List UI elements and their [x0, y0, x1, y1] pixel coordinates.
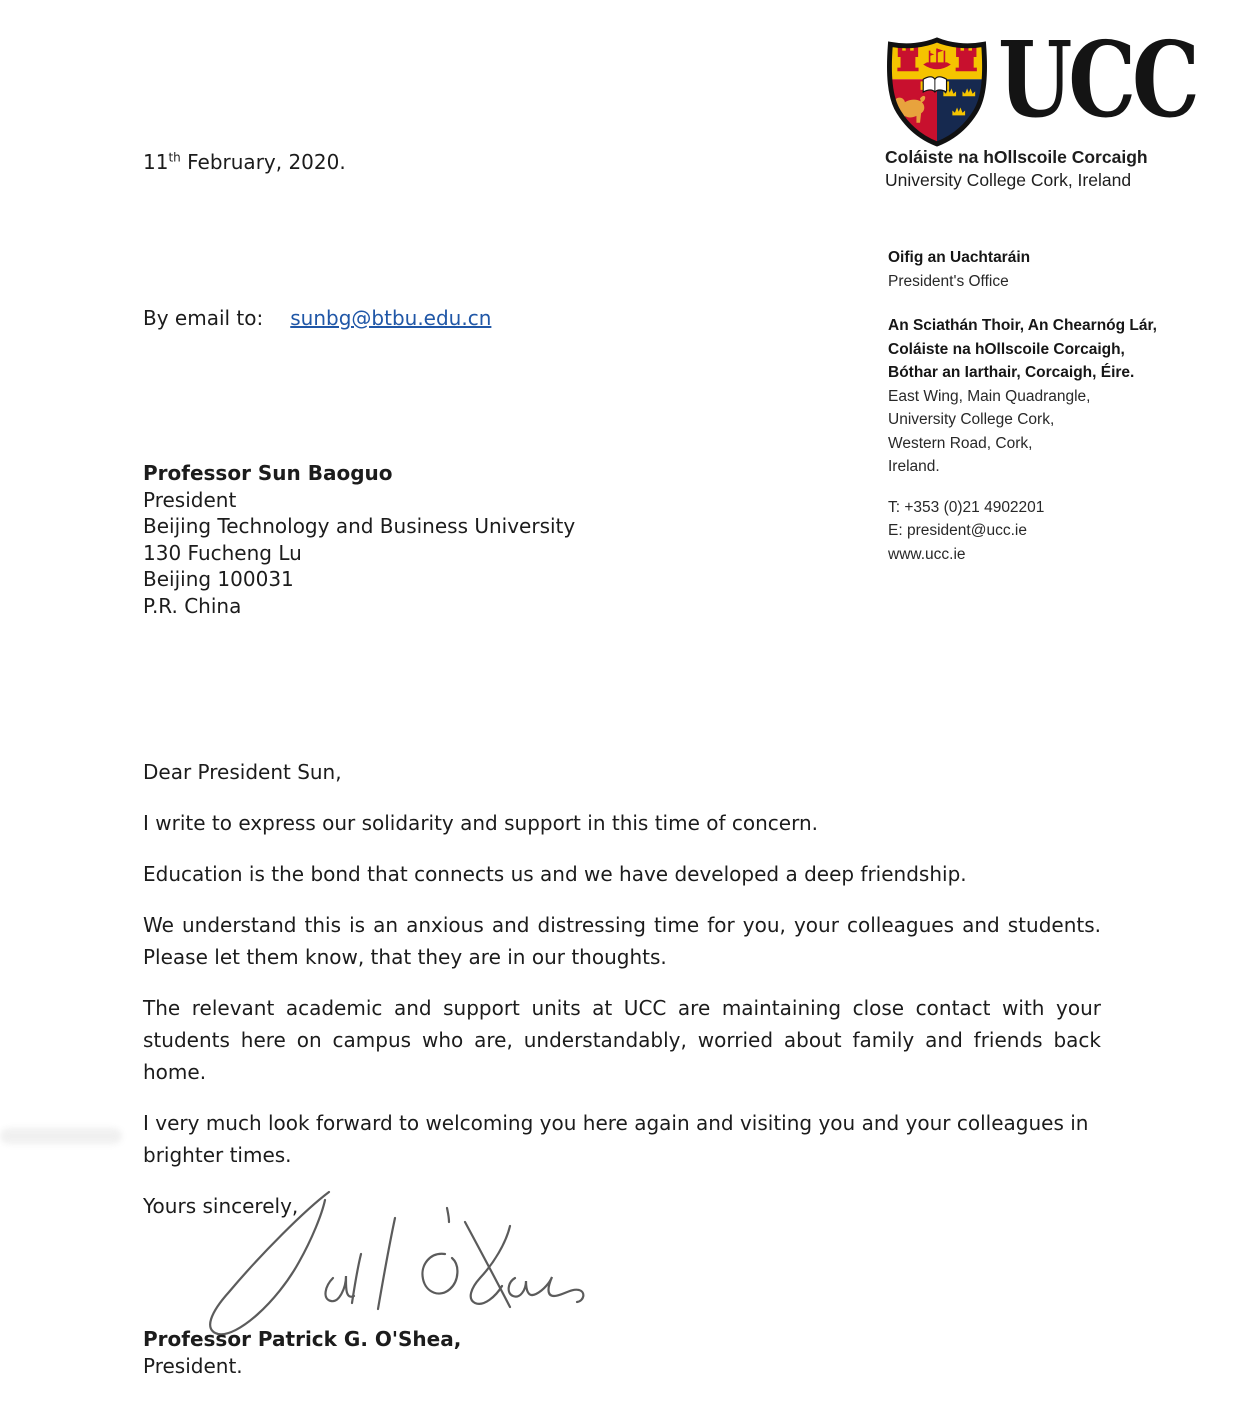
recipient-city: Beijing 100031	[143, 567, 294, 591]
recipient-title: President	[143, 487, 237, 512]
signatory-title: President.	[143, 1354, 243, 1378]
crest-book-icon	[921, 77, 950, 92]
recipient-address	[143, 460, 575, 619]
org-name-english: University College Cork, Ireland	[885, 170, 1132, 190]
letter-date: 11th February, 2020.	[143, 150, 346, 174]
office-address-english-line: Ireland.	[888, 458, 940, 475]
office-address-english-line: Western Road, Cork,	[888, 434, 1033, 452]
office-phone: T: +353 (0)21 4902201	[888, 498, 1045, 516]
body-paragraph: I write to express our solidarity and support in this time of concern.	[143, 811, 818, 835]
ucc-crest-icon	[884, 36, 990, 148]
body-paragraph: The relevant academic and support units at UCC are maintaining close contact with your students here on campus who are, understandably, worried about family and friends back home.	[143, 996, 1108, 1084]
office-title-irish: Oifig an Uachtaráin	[888, 249, 1031, 266]
closing: Yours sincerely,	[143, 1194, 299, 1218]
office-email: E: president@ucc.ie	[888, 522, 1027, 539]
email-label: By email to:	[143, 306, 264, 330]
office-address-english-line: University College Cork,	[888, 411, 1055, 428]
office-title-english: President's Office	[888, 272, 1009, 290]
office-address-english-line: East Wing, Main Quadrangle,	[888, 387, 1091, 405]
scan-artifact	[0, 1128, 122, 1144]
office-address-irish-line: Coláiste na hOllscoile Corcaigh,	[888, 340, 1125, 358]
org-name-block	[885, 146, 1195, 192]
recipient-street: 130 Fucheng Lu	[143, 540, 302, 565]
signatory-name: Professor Patrick G. O'Shea,	[143, 1327, 462, 1351]
recipient-university: Beijing Technology and Business University	[143, 514, 576, 538]
signatory-block	[143, 1326, 461, 1380]
salutation: Dear President Sun,	[143, 760, 342, 784]
recipient-country: P.R. China	[143, 593, 242, 618]
office-address-irish-line: An Sciathán Thoir, An Chearnóg Lár,	[888, 317, 1157, 334]
body-paragraph: I very much look forward to welcoming you here again and visiting you and your colleagues in brighter times.	[143, 1111, 1095, 1167]
presidents-office-block	[888, 246, 1188, 566]
office-website: www.ucc.ie	[888, 545, 966, 563]
org-name-irish: Coláiste na hOllscoile Corcaigh	[885, 147, 1148, 167]
office-address-irish-line: Bóthar an Iarthair, Corcaigh, Éire.	[888, 364, 1135, 381]
recipient-name: Professor Sun Baoguo	[143, 461, 393, 485]
body-paragraph: Education is the bond that connects us and we have developed a deep friendship.	[143, 862, 967, 886]
recipient-email-link[interactable]: sunbg@btbu.edu.cn	[290, 306, 492, 330]
letter-body	[143, 756, 1114, 1241]
ucc-wordmark: UCC	[998, 18, 1196, 141]
email-line	[143, 306, 491, 330]
body-paragraph: We understand this is an anxious and distressing time for you, your colleagues and students. Please let them know, that they are in our thoughts.	[143, 913, 1114, 969]
